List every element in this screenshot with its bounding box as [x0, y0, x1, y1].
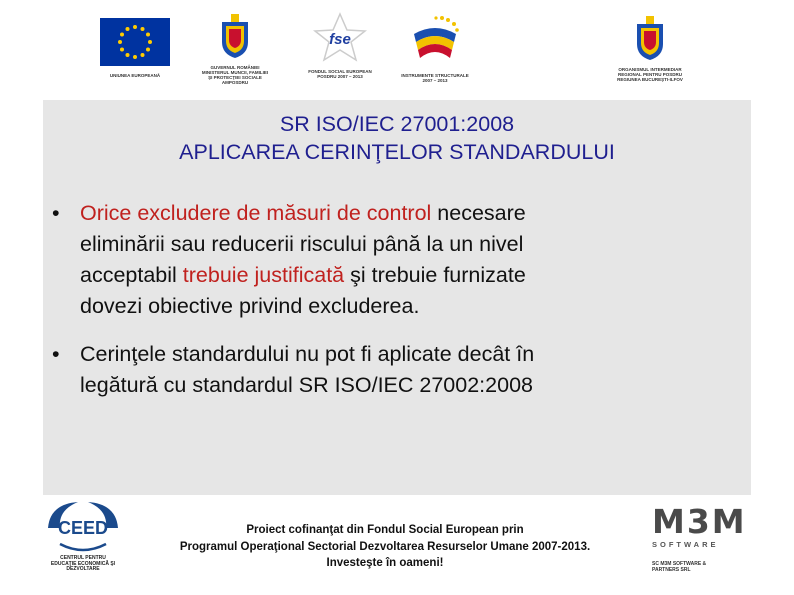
m3m-software-logo — [652, 502, 752, 585]
project-footer — [135, 522, 635, 572]
eu-star-icon — [120, 48, 124, 52]
coat-of-arms-icon — [633, 16, 667, 60]
intermediate-body-logo — [605, 16, 695, 82]
eu-star-icon — [133, 55, 137, 59]
eu-flag-icon — [100, 18, 170, 66]
eu-star-icon — [120, 33, 124, 37]
government-logo — [195, 14, 275, 85]
coat-of-arms-icon — [218, 14, 252, 58]
eu-star-icon — [133, 25, 137, 29]
bullet-item-requirements — [52, 339, 732, 401]
eu-star-icon — [146, 48, 150, 52]
eu-star-icon — [148, 40, 152, 44]
slide-title — [43, 110, 751, 166]
text-run: necesare — [431, 201, 526, 225]
text-run: acceptabil — [80, 263, 183, 287]
ceed-emblem-icon — [38, 498, 128, 556]
intermediate-body-caption: ORGANISMUL INTERMEDIAR REGIONAL PENTRU POSDRU REGIUNEA BUCUREŞTI-ILFOV — [617, 67, 683, 82]
bullet-1-line-2: eliminării sau reducerii riscului până la un nivel — [80, 232, 524, 256]
m3m-word: M3M — [652, 502, 747, 541]
eu-caption: UNIUNEA EUROPEANĂ — [109, 73, 161, 78]
footer-line-1: Proiect cofinanţat din Fondul Social European prin — [246, 524, 524, 536]
highlight-text: Orice excludere de măsuri de control — [80, 201, 432, 225]
government-caption: GUVERNUL ROMÂNIEI MINISTERUL MUNCII, FAMILIEI ŞI PROTECŢIEI SOCIALE AMPOSDRU — [201, 65, 269, 85]
bullet-2-line-2: legătură cu standardul SR ISO/IEC 27002:2008 — [80, 373, 533, 397]
bullet-1-line-4: dovezi obiective privind excluderea. — [80, 294, 420, 318]
logo-bar — [0, 0, 794, 100]
ceed-caption: CENTRUL PENTRU EDUCAŢIE ECONOMICĂ ŞI DEZVOLTARE — [50, 555, 116, 572]
footer-line-3: Investeşte în oameni! — [326, 557, 444, 569]
structural-instruments-caption: INSTRUMENTE STRUCTURALE 2007 – 2013 — [401, 73, 469, 83]
bullet-2-line-1: Cerinţele standardului nu pot fi aplicate decât în — [80, 342, 535, 366]
fse-star-icon — [312, 12, 368, 62]
bullet-dot: • — [52, 342, 60, 366]
ceed-logo — [38, 498, 128, 582]
fse-mark: fse — [329, 31, 351, 48]
m3m-caption: SC M3M SOFTWARE & PARTNERS SRL — [652, 561, 707, 573]
structural-instruments-icon — [408, 12, 462, 66]
eu-star-icon — [146, 33, 150, 37]
m3m-subtitle: SOFTWARE — [652, 540, 719, 549]
eu-star-icon — [141, 27, 145, 31]
eu-star-icon — [118, 40, 122, 44]
highlight-text: trebuie justificată — [182, 263, 345, 287]
ceed-word: CEED — [57, 518, 109, 538]
title-line-2: APLICAREA CERINŢELOR STANDARDULUI — [179, 140, 615, 164]
footer-line-2: Programul Operaţional Sectorial Dezvoltarea Resurselor Umane 2007-2013. — [179, 540, 591, 553]
eu-star-icon — [126, 27, 130, 31]
bullet-dot: • — [52, 201, 60, 225]
structural-instruments-logo — [400, 12, 470, 83]
bullet-1-line-1 — [80, 198, 732, 229]
bullet-item-exclusions — [52, 198, 732, 322]
bullet-1-line-3 — [80, 260, 732, 291]
bullet-list — [52, 198, 732, 401]
text-run: şi trebuie furnizate — [344, 263, 526, 287]
eu-star-icon — [126, 53, 130, 57]
eu-star-icon — [141, 53, 145, 57]
fse-caption: FONDUL SOCIAL EUROPEAN POSDRU 2007 – 2013 — [308, 69, 372, 79]
title-line-1: SR ISO/IEC 27001:2008 — [279, 112, 515, 136]
eu-logo — [100, 18, 170, 78]
fse-logo — [300, 12, 380, 79]
